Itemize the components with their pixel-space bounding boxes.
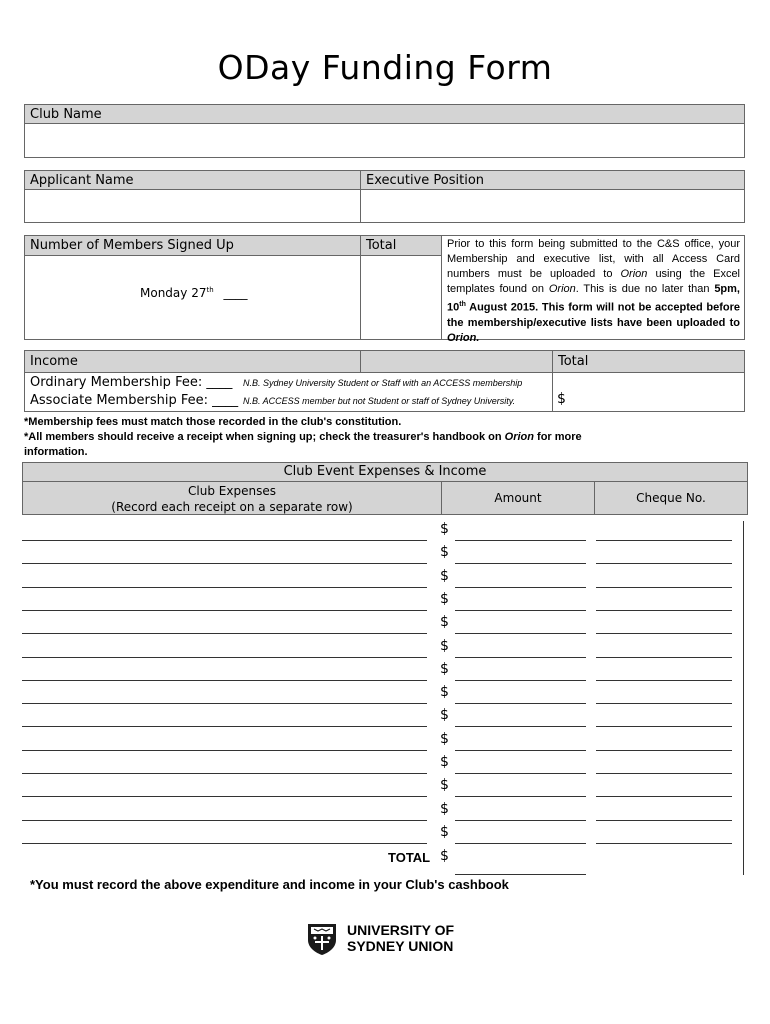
note-line-3: information. bbox=[24, 446, 88, 458]
row-dollar: $ bbox=[440, 591, 449, 607]
applicant-name-label: Applicant Name bbox=[24, 170, 361, 190]
cheque-line[interactable] bbox=[596, 680, 732, 681]
cheque-line[interactable] bbox=[596, 750, 732, 751]
members-total-label: Total bbox=[360, 235, 442, 256]
row-dollar: $ bbox=[440, 754, 449, 770]
members-signed-up-field[interactable] bbox=[24, 255, 361, 340]
cheque-line[interactable] bbox=[596, 633, 732, 634]
university-crest-icon bbox=[306, 922, 338, 956]
amount-line[interactable] bbox=[455, 796, 586, 797]
income-label: Income bbox=[24, 350, 361, 373]
cheque-line[interactable] bbox=[596, 657, 732, 658]
cheque-line[interactable] bbox=[596, 703, 732, 704]
executive-position-field[interactable] bbox=[360, 189, 745, 223]
row-dollar: $ bbox=[440, 777, 449, 793]
expense-description-line[interactable] bbox=[22, 563, 427, 564]
upload-note-box bbox=[441, 235, 745, 344]
cheque-line[interactable] bbox=[596, 773, 732, 774]
amount-line[interactable] bbox=[455, 587, 586, 588]
cheque-line[interactable] bbox=[596, 540, 732, 541]
row-dollar: $ bbox=[440, 684, 449, 700]
members-signed-up-label: Number of Members Signed Up bbox=[24, 235, 361, 256]
expenses-col-header: Club Expenses (Record each receipt on a separate row) bbox=[22, 481, 442, 515]
amount-line[interactable] bbox=[455, 750, 586, 751]
row-dollar: $ bbox=[440, 568, 449, 584]
expense-description-line[interactable] bbox=[22, 540, 427, 541]
members-total-field[interactable] bbox=[360, 255, 442, 340]
row-dollar: $ bbox=[440, 661, 449, 677]
amount-line[interactable] bbox=[455, 773, 586, 774]
income-blank-header bbox=[360, 350, 553, 373]
row-dollar: $ bbox=[440, 638, 449, 654]
cheque-line[interactable] bbox=[596, 610, 732, 611]
membership-notes bbox=[24, 415, 754, 460]
expenses-title: Club Event Expenses & Income bbox=[22, 462, 748, 482]
cashbook-note: *You must record the above expenditure and income in your Club's cashbook bbox=[30, 877, 509, 892]
income-total-field[interactable] bbox=[552, 372, 745, 412]
total-dollar: $ bbox=[440, 848, 449, 864]
club-name-label: Club Name bbox=[24, 104, 745, 124]
expense-description-line[interactable] bbox=[22, 680, 427, 681]
applicant-name-field[interactable] bbox=[24, 189, 361, 223]
expense-description-line[interactable] bbox=[22, 703, 427, 704]
amount-line[interactable] bbox=[455, 633, 586, 634]
row-dollar: $ bbox=[440, 544, 449, 560]
expense-description-line[interactable] bbox=[22, 587, 427, 588]
cheque-line[interactable] bbox=[596, 843, 732, 844]
row-dollar: $ bbox=[440, 731, 449, 747]
ordinary-fee-label[interactable]: Ordinary Membership Fee: ____ bbox=[30, 375, 233, 390]
cheque-line[interactable] bbox=[596, 796, 732, 797]
cheque-col-header: Cheque No. bbox=[594, 481, 748, 515]
expense-description-line[interactable] bbox=[22, 843, 427, 844]
row-dollar: $ bbox=[440, 824, 449, 840]
row-dollar: $ bbox=[440, 801, 449, 817]
amount-line[interactable] bbox=[455, 820, 586, 821]
right-border bbox=[743, 521, 744, 875]
associate-fee-label[interactable]: Associate Membership Fee: ____ bbox=[30, 393, 239, 408]
club-name-field[interactable] bbox=[24, 123, 745, 158]
expense-description-line[interactable] bbox=[22, 820, 427, 821]
amount-line[interactable] bbox=[455, 563, 586, 564]
amount-line[interactable] bbox=[455, 680, 586, 681]
ordinary-fee-note: N.B. Sydney University Student or Staff with an ACCESS membership bbox=[243, 378, 523, 388]
note-line-2: *All members should receive a receipt when signing up; check the treasurer's handbook on Orion for more bbox=[24, 431, 582, 443]
executive-position-label: Executive Position bbox=[360, 170, 745, 190]
total-label: TOTAL bbox=[388, 850, 431, 865]
row-dollar: $ bbox=[440, 707, 449, 723]
cheque-line[interactable] bbox=[596, 820, 732, 821]
expense-description-line[interactable] bbox=[22, 610, 427, 611]
expense-description-line[interactable] bbox=[22, 726, 427, 727]
cheque-line[interactable] bbox=[596, 587, 732, 588]
cheque-line[interactable] bbox=[596, 563, 732, 564]
expense-description-line[interactable] bbox=[22, 657, 427, 658]
amount-line[interactable] bbox=[455, 726, 586, 727]
expense-description-line[interactable] bbox=[22, 773, 427, 774]
income-dollar: $ bbox=[557, 391, 566, 407]
amount-line[interactable] bbox=[455, 843, 586, 844]
amount-line[interactable] bbox=[455, 703, 586, 704]
expense-description-line[interactable] bbox=[22, 750, 427, 751]
income-fees-box bbox=[24, 372, 553, 412]
expense-description-line[interactable] bbox=[22, 633, 427, 634]
row-dollar: $ bbox=[440, 521, 449, 537]
note-line-1: *Membership fees must match those recorded in the club's constitution. bbox=[24, 416, 402, 428]
associate-fee-note: N.B. ACCESS member but not Student or staff of Sydney University. bbox=[243, 396, 516, 406]
upload-note: Prior to this form being submitted to the C&S office, your Membership and executive list, with all Access Card numbers must be uploaded to Orion using the Excel templates found on Orion. This is due no later than 5pm, 10th August 2015. This form will not be accepted before the membership/executive lists have been uploaded to Orion. bbox=[447, 238, 741, 344]
row-dollar: $ bbox=[440, 614, 449, 630]
page-title: ODay Funding Form bbox=[217, 48, 553, 87]
amount-col-header: Amount bbox=[441, 481, 595, 515]
expense-description-line[interactable] bbox=[22, 796, 427, 797]
amount-line[interactable] bbox=[455, 540, 586, 541]
total-amount-line[interactable] bbox=[455, 874, 586, 875]
amount-line[interactable] bbox=[455, 610, 586, 611]
monday-date: Monday 27th ____ bbox=[140, 286, 248, 300]
income-total-label: Total bbox=[552, 350, 745, 373]
cheque-line[interactable] bbox=[596, 726, 732, 727]
university-logo-text: UNIVERSITY OF SYDNEY UNION bbox=[347, 922, 455, 954]
amount-line[interactable] bbox=[455, 657, 586, 658]
